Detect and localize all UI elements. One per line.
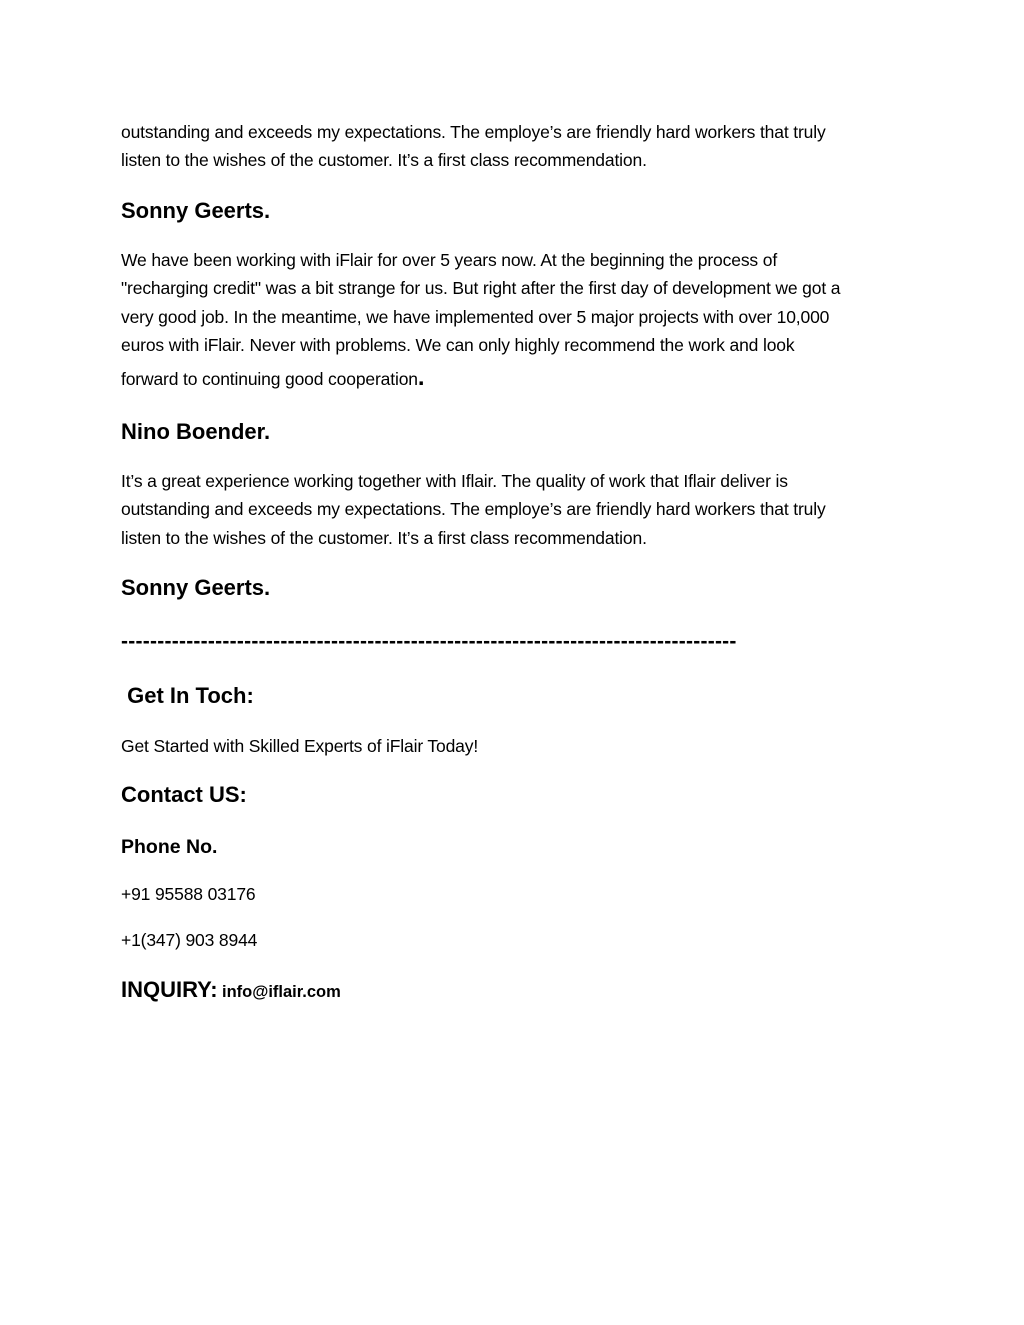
- testimonial-paragraph-continued: [121, 118, 911, 175]
- get-in-touch-text: Get Started with Skilled Experts of iFlair Today!: [121, 736, 479, 756]
- paragraph-line: outstanding and exceeds my expectations. The employe’s are friendly hard workers that truly: [121, 499, 826, 520]
- paragraph-line: outstanding and exceeds my expectations. The employe’s are friendly hard workers that truly: [121, 122, 826, 142]
- phone-label: Phone No.: [121, 836, 218, 858]
- inquiry-label: INQUIRY:: [121, 977, 218, 1002]
- paragraph-line: We have been working with iFlair for over 5 years now. At the beginning the process of: [121, 250, 778, 270]
- inquiry-email: info@iflair.com: [222, 983, 341, 1001]
- paragraph-line: It’s a great experience working together with Iflair. The quality of work that Iflair deliver is: [121, 471, 788, 491]
- testimonial-author: Sonny Geerts.: [121, 198, 271, 223]
- phone-number: +1(347) 903 8944: [121, 930, 258, 950]
- paragraph-end-mark: .: [417, 363, 425, 391]
- contact-heading: Contact US:: [121, 782, 247, 807]
- phone-number: +91 95588 03176: [121, 884, 256, 904]
- testimonial-paragraph: [121, 467, 911, 552]
- paragraph-line: very good job. In the meantime, we have implemented over 5 major projects with over 10,000: [121, 306, 830, 327]
- paragraph-line: listen to the wishes of the customer. It’s a first class recommendation.: [121, 527, 647, 548]
- testimonial-author: Nino Boender.: [121, 419, 271, 444]
- paragraph-line: listen to the wishes of the customer. It’s a first class recommendation.: [121, 150, 647, 171]
- inquiry-line: [121, 976, 341, 1007]
- testimonial-author: Sonny Geerts.: [121, 575, 271, 600]
- testimonial-paragraph: [121, 246, 911, 393]
- paragraph-line-text: forward to continuing good cooperation: [121, 368, 418, 389]
- get-in-touch-heading: Get In Toch:: [121, 683, 254, 708]
- paragraph-line: "recharging credit" was a bit strange for us. But right after the first day of development we got a: [121, 278, 841, 299]
- dashed-divider: -------------------------------------------------------------------------------------: [121, 630, 737, 653]
- paragraph-line: euros with iFlair. Never with problems. We can only highly recommend the work and look: [121, 335, 795, 356]
- paragraph-line: [121, 364, 911, 393]
